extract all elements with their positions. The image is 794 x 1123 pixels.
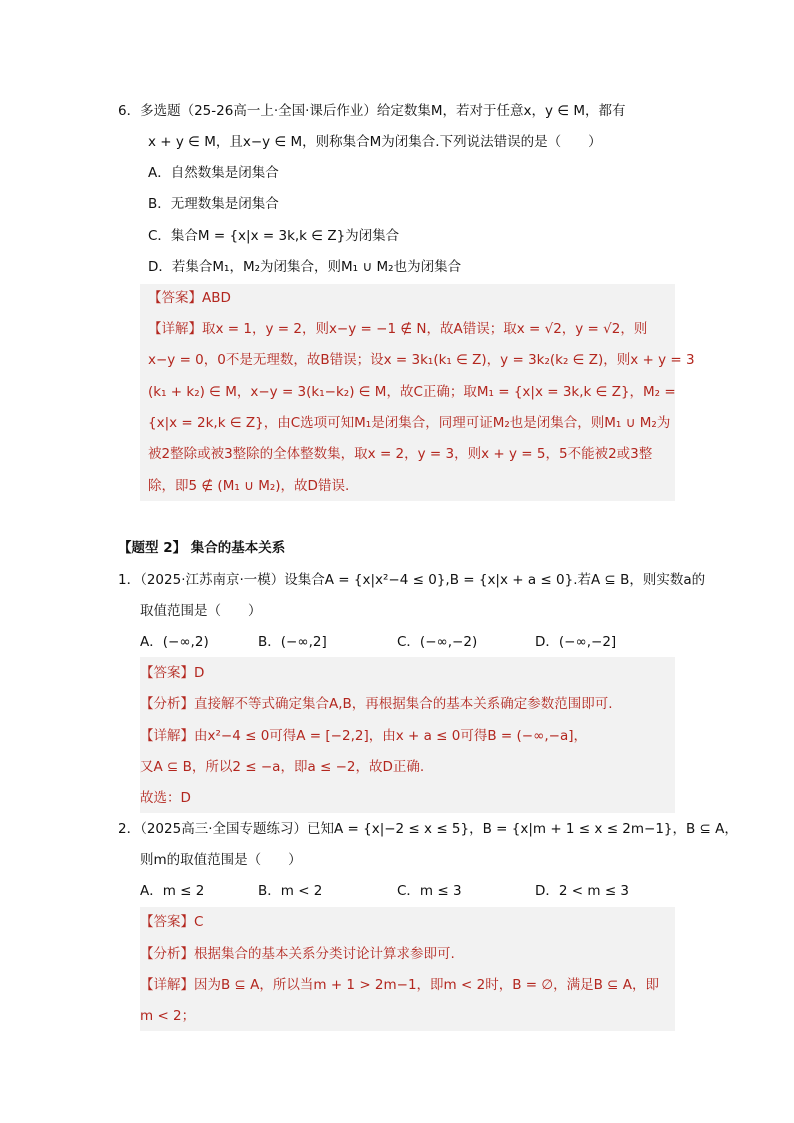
q6-detail-line4: {x|x = 2k,k ∈ Z}，由C选项可知M₁是闭集合，同理可证M₂也是闭集合，则M₁ ∪ M₂为 (148, 415, 671, 431)
q1-stem-line2: 取值范围是（ ） (140, 603, 262, 619)
q1-detail-line1: 【详解】由x²−4 ≤ 0可得A = [−2,2]，由x + a ≤ 0可得B = (−∞,−a]， (140, 728, 587, 744)
q1-option-c: C．(−∞,−2) (397, 634, 478, 650)
q6-option-c: C．集合M = {x|x = 3k,k ∈ Z}为闭集合 (148, 228, 400, 244)
q1-option-b: B．(−∞,2] (258, 634, 327, 650)
q6-stem-line1: 6．多选题（25-26高一上·全国·课后作业）给定数集M，若对于任意x，y ∈ M，都有 (118, 103, 626, 119)
q2-answer: 【答案】C (140, 914, 204, 930)
q6-detail-line6: 除，即5 ∉ (M₁ ∪ M₂)，故D错误. (148, 478, 350, 494)
q2-detail-line2: m < 2； (140, 1008, 196, 1024)
q6-stem-line2: x + y ∈ M，且x−y ∈ M，则称集合M为闭集合.下列说法错误的是（ ） (148, 134, 602, 150)
q2-option-a: A．m ≤ 2 (140, 883, 205, 899)
q2-analysis: 【分析】根据集合的基本关系分类讨论计算求参即可. (140, 946, 455, 962)
q2-stem-line1: 2．（2025高三·全国专题练习）已知A = {x|−2 ≤ x ≤ 5}，B = {x|m + 1 ≤ x ≤ 2m−1}，B ⊆ A， (118, 821, 738, 837)
q2-option-d: D．2 < m ≤ 3 (535, 883, 630, 899)
q1-detail-line2: 又A ⊆ B，所以2 ≤ −a，即a ≤ −2，故D正确. (140, 759, 425, 775)
q6-option-d: D．若集合M₁，M₂为闭集合，则M₁ ∪ M₂也为闭集合 (148, 259, 462, 275)
q2-solution-block (140, 907, 675, 1031)
q1-analysis: 【分析】直接解不等式确定集合A,B，再根据集合的基本关系确定参数范围即可. (140, 696, 613, 712)
q2-stem-line2: 则m的取值范围是（ ） (140, 852, 302, 868)
q6-detail-line3: (k₁ + k₂) ∈ M，x−y = 3(k₁−k₂) ∈ M，故C正确；取M₁ = {x|x = 3k,k ∈ Z}，M₂ = (148, 384, 676, 400)
q6-detail-line1: 【详解】取x = 1，y = 2，则x−y = −1 ∉ N，故A错误；取x = √2，y = √2，则 (148, 321, 648, 337)
q2-option-c: C．m ≤ 3 (397, 883, 462, 899)
q1-answer: 【答案】D (140, 665, 205, 681)
q2-detail-line1: 【详解】因为B ⊆ A，所以当m + 1 > 2m−1，即m < 2时，B = ∅，满足B ⊆ A，即 (140, 977, 659, 993)
q1-stem-line1: 1．（2025·江苏南京·一模）设集合A = {x|x²−4 ≤ 0},B = {x|x + a ≤ 0}.若A ⊆ B，则实数a的 (118, 572, 706, 588)
q1-option-d: D．(−∞,−2] (535, 634, 617, 650)
section-title: 【题型 2】 集合的基本关系 (118, 540, 286, 556)
q6-detail-line5: 被2整除或被3整除的全体整数集，取x = 2，y = 3，则x + y = 5，5不能被2或3整 (148, 446, 653, 462)
q6-answer: 【答案】ABD (148, 290, 231, 306)
q2-option-b: B．m < 2 (258, 883, 323, 899)
q6-option-b: B．无理数集是闭集合 (148, 196, 279, 212)
q1-option-a: A．(−∞,2) (140, 634, 209, 650)
q6-option-a: A．自然数集是闭集合 (148, 165, 279, 181)
q6-detail-line2: x−y = 0，0不是无理数，故B错误；设x = 3k₁(k₁ ∈ Z)，y = 3k₂(k₂ ∈ Z)，则x + y = 3 (148, 352, 695, 368)
q1-choose: 故选：D (140, 790, 191, 806)
